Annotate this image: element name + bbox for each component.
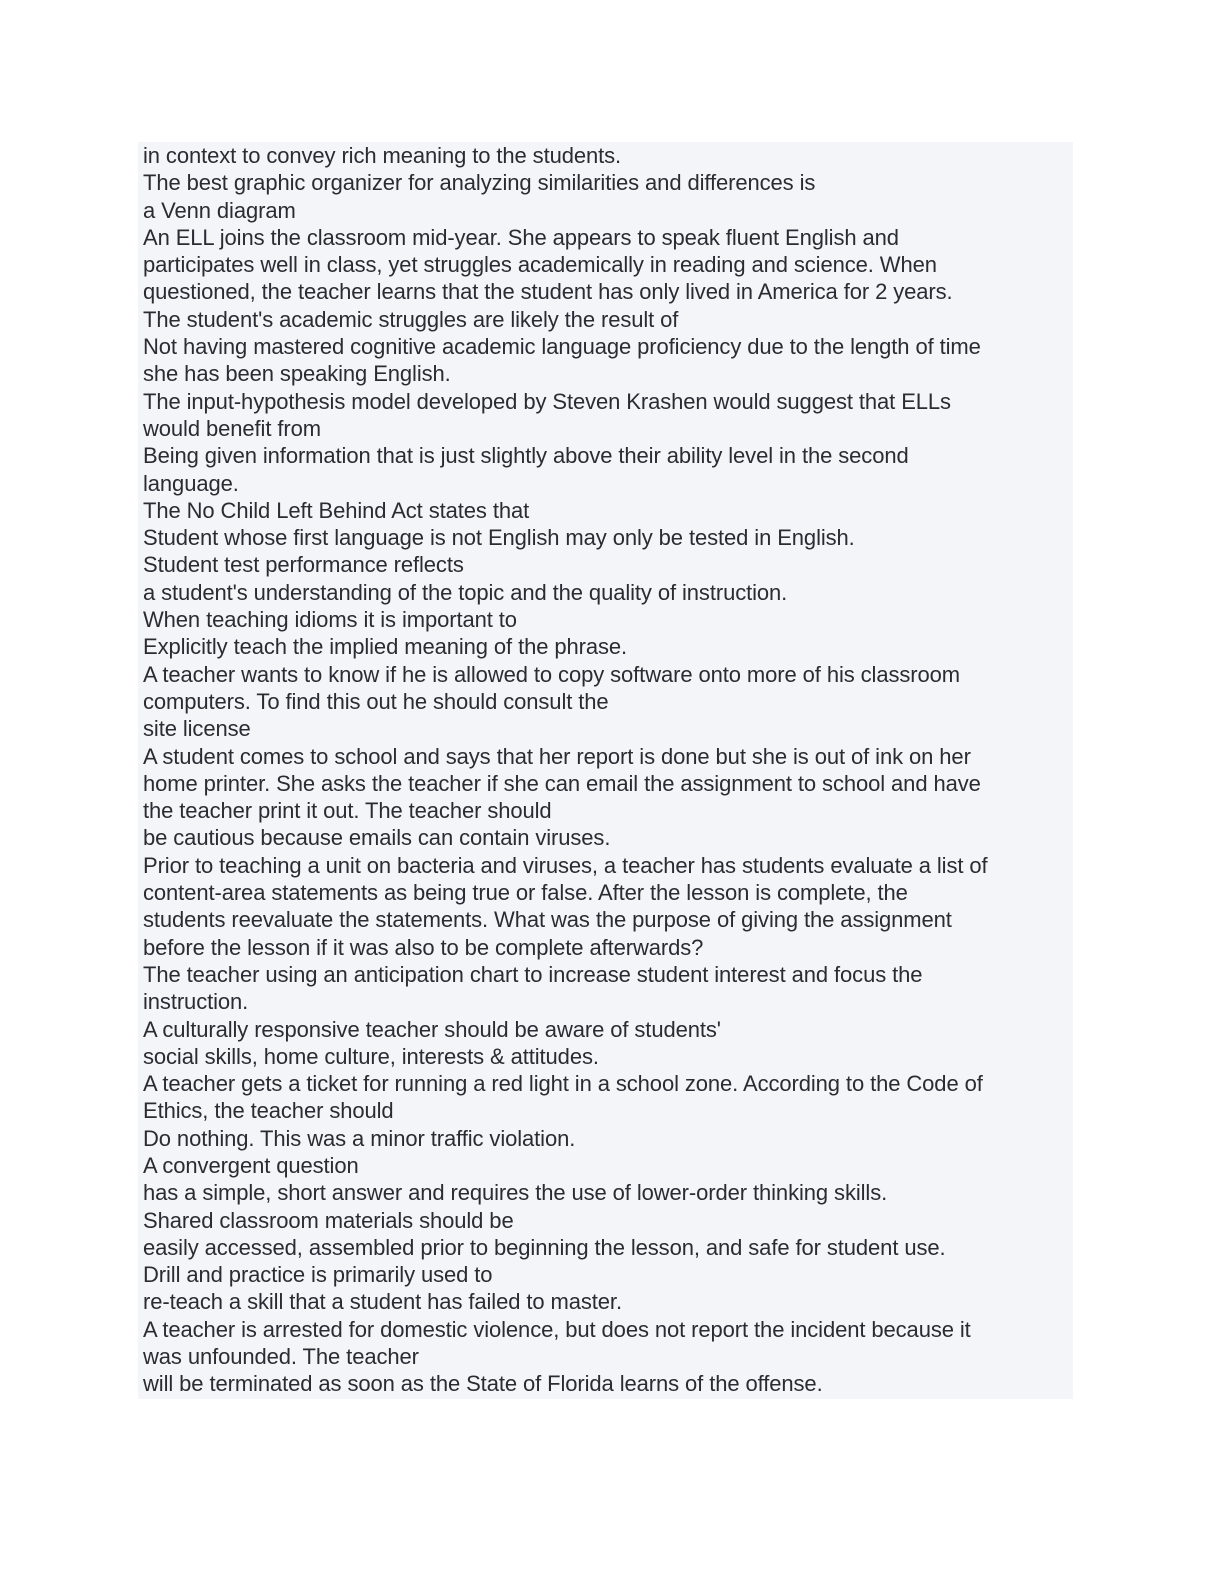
text-line: Student test performance reflects [143, 552, 464, 578]
text-line: A convergent question [143, 1152, 359, 1178]
document-text-block [138, 142, 1073, 1399]
text-line: An ELL joins the classroom mid-year. She appears to speak fluent English and [143, 224, 899, 250]
text-line: she has been speaking English. [143, 361, 451, 387]
text-line: A teacher is arrested for domestic violence, but does not report the incident because it [143, 1316, 971, 1342]
text-line: has a simple, short answer and requires the use of lower-order thinking skills. [143, 1180, 888, 1206]
text-line: in context to convey rich meaning to the students. [143, 143, 622, 168]
text-line: site license [143, 716, 251, 742]
text-line: participates well in class, yet struggles academically in reading and science. When [143, 252, 937, 278]
text-line: Shared classroom materials should be [143, 1207, 514, 1233]
text-line: instruction. [143, 989, 249, 1015]
text-line: When teaching idioms it is important to [143, 607, 517, 633]
text-line: A teacher wants to know if he is allowed to copy software onto more of his classroom [143, 661, 960, 687]
text-line: questioned, the teacher learns that the student has only lived in America for 2 years. [143, 279, 953, 305]
text-line: Ethics, the teacher should [143, 1098, 394, 1124]
text-line: The student's academic struggles are likely the result of [143, 306, 679, 332]
text-line: Student whose first language is not English may only be tested in English. [143, 525, 855, 551]
text-line: easily accessed, assembled prior to beginning the lesson, and safe for student use. [143, 1234, 946, 1260]
text-line: The teacher using an anticipation chart to increase student interest and focus the [143, 961, 923, 987]
text-line: Explicitly teach the implied meaning of the phrase. [143, 634, 628, 660]
text-line: will be terminated as soon as the State of Florida learns of the offense. [143, 1371, 823, 1397]
text-line: Being given information that is just slightly above their ability level in the second [143, 443, 909, 469]
text-line: Do nothing. This was a minor traffic violation. [143, 1125, 576, 1151]
text-line: students reevaluate the statements. What was the purpose of giving the assignment [143, 907, 952, 933]
text-line: language. [143, 470, 239, 496]
text-line: A student comes to school and says that her report is done but she is out of ink on her [143, 743, 971, 769]
text-line: content-area statements as being true or false. After the lesson is complete, the [143, 880, 908, 906]
text-line: a student's understanding of the topic and the quality of instruction. [143, 579, 788, 605]
text-line: The input-hypothesis model developed by Steven Krashen would suggest that ELLs [143, 388, 951, 414]
text-line: would benefit from [143, 415, 321, 441]
text-line: home printer. She asks the teacher if she can email the assignment to school and have [143, 770, 981, 796]
text-line: The No Child Left Behind Act states that [143, 497, 530, 523]
text-line: computers. To find this out he should consult the [143, 688, 609, 714]
text-line: Prior to teaching a unit on bacteria and viruses, a teacher has students evaluate a list of [143, 852, 988, 878]
text-line: a Venn diagram [143, 197, 296, 223]
text-line: the teacher print it out. The teacher should [143, 798, 552, 824]
text-line: Drill and practice is primarily used to [143, 1262, 493, 1288]
text-line: Not having mastered cognitive academic language proficiency due to the length of time [143, 334, 981, 360]
text-line: re-teach a skill that a student has failed to master. [143, 1289, 622, 1315]
text-line: was unfounded. The teacher [143, 1344, 419, 1370]
text-line: be cautious because emails can contain viruses. [143, 825, 611, 851]
text-line: before the lesson if it was also to be complete afterwards? [143, 934, 704, 960]
text-line: A culturally responsive teacher should be aware of students' [143, 1016, 721, 1042]
text-line: A teacher gets a ticket for running a red light in a school zone. According to the Code of [143, 1071, 983, 1097]
text-line: social skills, home culture, interests & attitudes. [143, 1043, 599, 1069]
text-line: The best graphic organizer for analyzing similarities and differences is [143, 170, 816, 196]
